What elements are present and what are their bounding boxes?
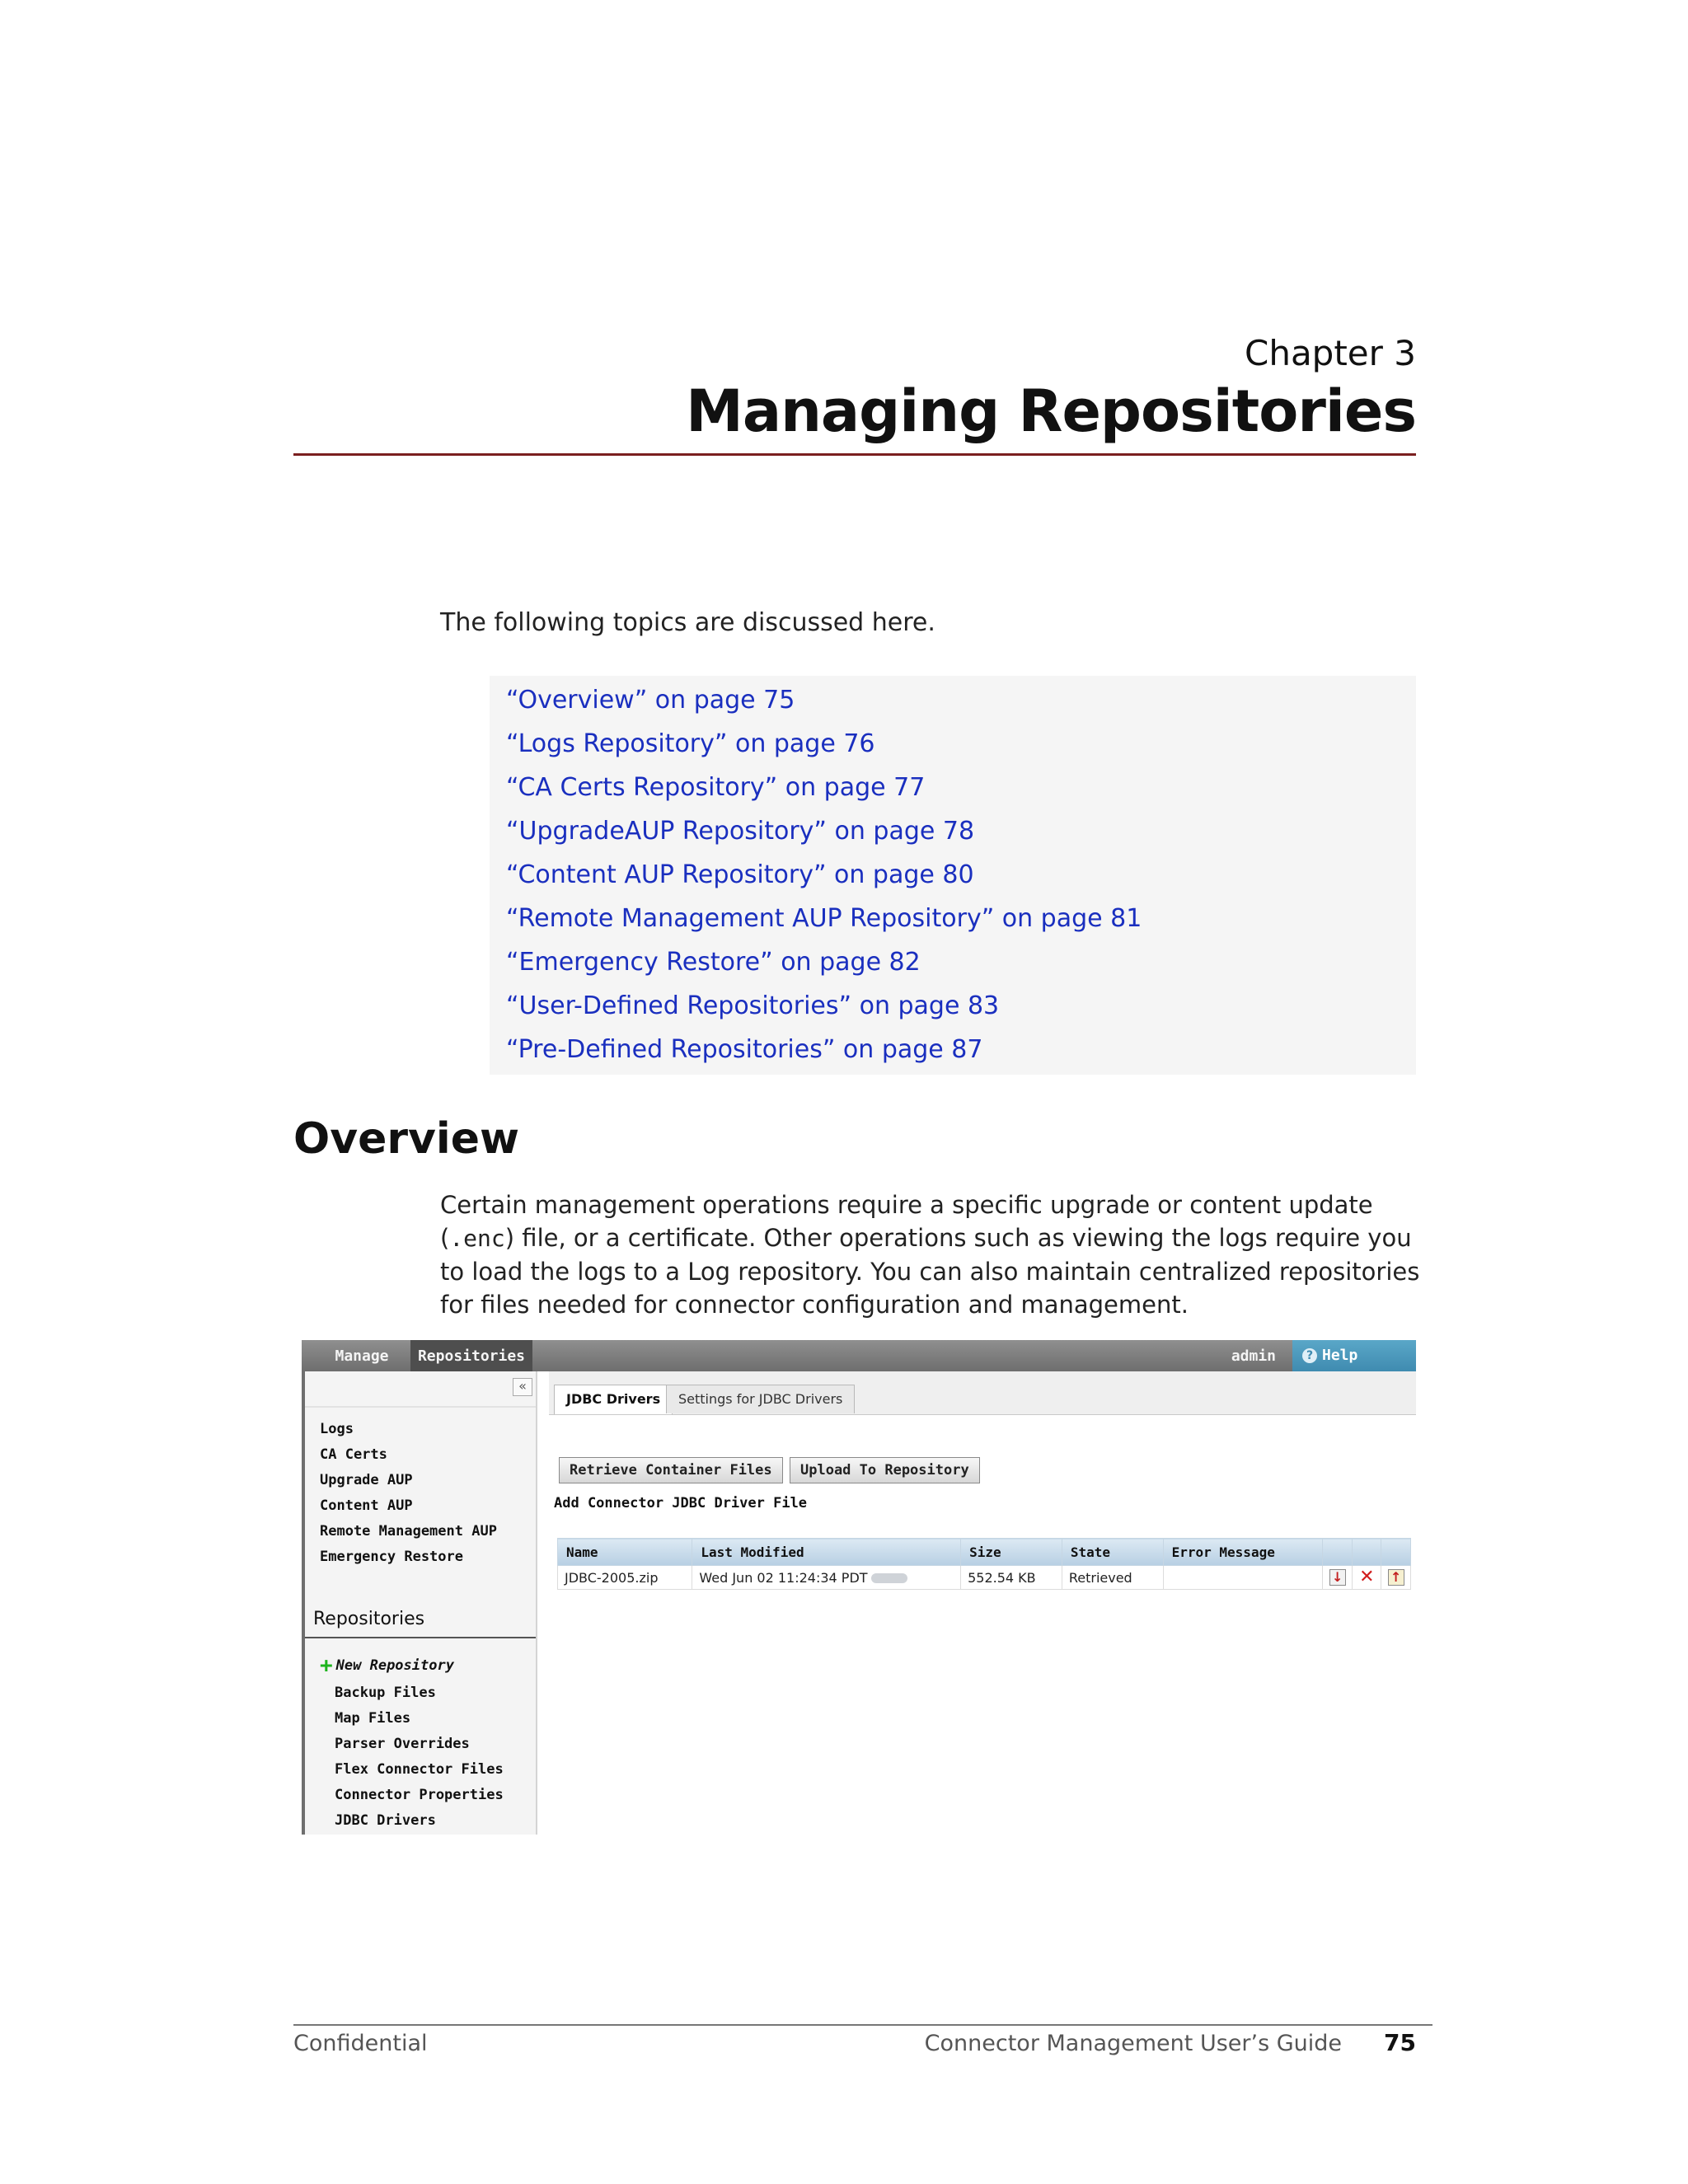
chapter-rule <box>293 453 1416 456</box>
app-screenshot <box>302 1340 1416 1835</box>
repo-item-properties[interactable]: Connector Properties <box>335 1787 504 1803</box>
sidebar-item-emergency-restore[interactable]: Emergency Restore <box>320 1549 463 1565</box>
repo-item-backup[interactable]: Backup Files <box>335 1685 436 1701</box>
sidebar-item-logs[interactable]: Logs <box>320 1421 354 1437</box>
help-label: Help <box>1322 1347 1358 1364</box>
col-last-modified[interactable]: Last Modified <box>692 1539 961 1566</box>
chapter-title: Managing Repositories <box>686 377 1416 445</box>
footer-confidential: Confidential <box>293 2031 428 2056</box>
upload-icon[interactable]: ↑ <box>1388 1569 1404 1586</box>
add-driver-label[interactable]: Add Connector JDBC Driver File <box>554 1495 808 1511</box>
footer-rule <box>293 2024 1432 2026</box>
repo-item-map[interactable]: Map Files <box>335 1710 411 1727</box>
cell-size: 552.54 KB <box>961 1566 1062 1590</box>
footer-guide-title <box>925 2031 1396 2056</box>
repo-item-jdbc[interactable]: JDBC Drivers <box>335 1812 436 1829</box>
panel-divider <box>305 1406 536 1408</box>
help-button[interactable] <box>1292 1340 1416 1371</box>
repo-item-parser[interactable]: Parser Overrides <box>335 1736 470 1752</box>
col-action-1 <box>1323 1539 1353 1566</box>
col-action-2 <box>1352 1539 1381 1566</box>
cell-modified <box>692 1566 961 1590</box>
intro-text: The following topics are discussed here. <box>440 608 935 637</box>
sidebar-item-upgrade-aup[interactable]: Upgrade AUP <box>320 1472 413 1488</box>
col-name[interactable]: Name <box>558 1539 692 1566</box>
table-row[interactable] <box>558 1566 1411 1590</box>
cell-name: JDBC-2005.zip <box>558 1566 692 1590</box>
files-table <box>557 1538 1411 1590</box>
toc-link-remote-mgmt[interactable]: “Remote Management AUP Repository” on page 81 <box>506 904 1142 933</box>
repo-item-flex[interactable]: Flex Connector Files <box>335 1761 504 1778</box>
repositories-divider <box>305 1637 536 1638</box>
toc-link-upgrade-aup[interactable]: “UpgradeAUP Repository” on page 78 <box>506 817 975 846</box>
left-panel <box>302 1371 537 1835</box>
toc-link-emergency[interactable]: “Emergency Restore” on page 82 <box>506 948 921 977</box>
tab-jdbc-drivers[interactable]: JDBC Drivers <box>554 1385 673 1414</box>
new-repository-label: New Repository <box>335 1657 454 1674</box>
chapter-label: Chapter 3 <box>1245 333 1416 373</box>
nav-repositories[interactable]: Repositories <box>410 1340 532 1371</box>
modified-text: Wed Jun 02 11:24:34 PDT <box>699 1569 868 1586</box>
main-panel <box>549 1371 1416 1835</box>
section-heading: Overview <box>293 1114 520 1164</box>
para-code: .enc <box>449 1225 505 1252</box>
new-repository-link[interactable] <box>320 1653 454 1678</box>
tab-strip <box>549 1371 1416 1415</box>
toc-link-user-defined[interactable]: “User-Defined Repositories” on page 83 <box>506 991 1000 1020</box>
col-error-message[interactable]: Error Message <box>1163 1539 1323 1566</box>
toc-link-content-aup[interactable]: “Content AUP Repository” on page 80 <box>506 860 974 889</box>
user-name[interactable]: admin <box>1231 1347 1276 1365</box>
help-icon: ? <box>1302 1348 1317 1363</box>
page-number: 75 <box>1384 2029 1416 2056</box>
nav-manage[interactable]: Manage <box>335 1347 389 1365</box>
tab-settings-jdbc[interactable]: Settings for JDBC Drivers <box>666 1385 855 1413</box>
sidebar-item-content-aup[interactable]: Content AUP <box>320 1497 413 1514</box>
retrieve-container-files-button[interactable]: Retrieve Container Files <box>559 1457 783 1483</box>
cell-state: Retrieved <box>1062 1566 1163 1590</box>
collapse-icon[interactable]: « <box>513 1378 532 1396</box>
toc-link-ca-certs[interactable]: “CA Certs Repository” on page 77 <box>506 773 926 802</box>
toc-link-logs[interactable]: “Logs Repository” on page 76 <box>506 729 875 758</box>
toc-box <box>490 676 1416 1075</box>
toc-link-overview[interactable]: “Overview” on page 75 <box>506 686 795 715</box>
repositories-heading: Repositories <box>313 1609 425 1629</box>
sidebar-item-remote-mgmt[interactable]: Remote Management AUP <box>320 1523 497 1540</box>
plus-icon: + <box>320 1653 333 1678</box>
cell-error <box>1163 1566 1323 1590</box>
overview-paragraph <box>440 1188 1421 1321</box>
upload-to-repository-button[interactable]: Upload To Repository <box>790 1457 980 1483</box>
download-icon[interactable]: ↓ <box>1329 1569 1346 1586</box>
col-size[interactable]: Size <box>961 1539 1062 1566</box>
toc-link-pre-defined[interactable]: “Pre-Defined Repositories” on page 87 <box>506 1035 983 1064</box>
redacted-year <box>871 1573 907 1583</box>
col-state[interactable]: State <box>1062 1539 1163 1566</box>
footer-title-text: Connector Management User’s Guide <box>924 2031 1342 2056</box>
para-text-1: Certain management operations require a specific upgrade or content update ( <box>440 1191 1373 1252</box>
delete-icon[interactable]: ✕ <box>1359 1566 1375 1587</box>
col-action-3 <box>1381 1539 1411 1566</box>
para-text-2: ) file, or a certificate. Other operations such as viewing the logs require you to load the logs to a Log repository. You can also maintain centralized repositories for files needed for connector configuration and management. <box>440 1224 1420 1319</box>
app-topbar <box>302 1340 1416 1371</box>
sidebar-item-ca-certs[interactable]: CA Certs <box>320 1446 387 1463</box>
